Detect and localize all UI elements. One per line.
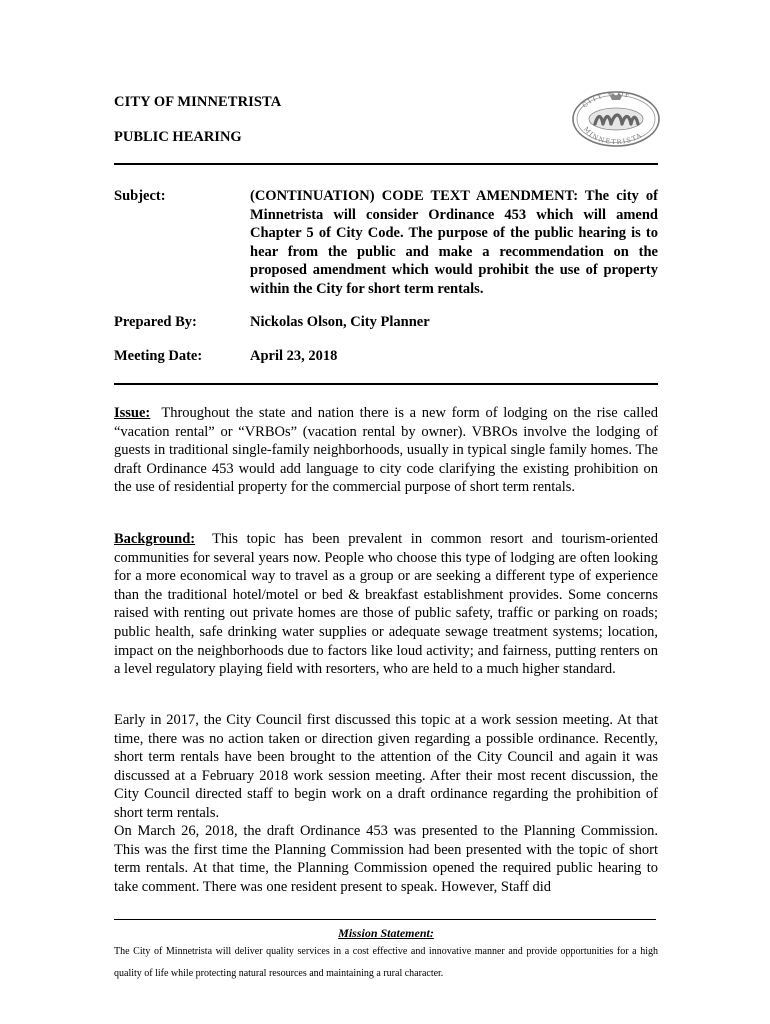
meeting-date-value: April 23, 2018 [250, 348, 338, 364]
early-2017-paragraph: Early in 2017, the City Council first discussed this topic at a work session meeting. At that time, there was no action taken or direction given regarding a possible ordinance. Recently, short term rentals have been brought to the attention of the City Council and again it was discussed at a February 2018 work session meeting. After their most recent discussion, the City Council directed staff to begin work on a draft ordinance regarding the prohibition of short term rentals. [114, 712, 658, 821]
issue-paragraph [114, 404, 658, 497]
document-page [114, 0, 658, 1024]
city-seal-logo [570, 88, 662, 148]
subject-label: Subject: [114, 188, 166, 204]
document-type-heading: PUBLIC HEARING [114, 129, 242, 145]
mission-statement-title: Mission Statement: [338, 926, 434, 940]
background-heading: Background: [114, 531, 196, 547]
issue-text: Throughout the state and nation there is a new form of lodging on the rise called “vacation rental” or “VRBOs” (vacation rental by owner). VBROs involve the lodging of guests in traditional single-family neighborhoods, usually in typical single family homes. The draft Ordinance 453 would add language to city code clarifying the existing prohibition on the use of residential property for the commercial purpose of short term rentals. [114, 405, 658, 496]
svg-text:MINNETRISTA: MINNETRISTA [581, 125, 644, 147]
prepared-by-value: Nickolas Olson, City Planner [250, 314, 430, 330]
svg-text:CITY ⚜ OF: CITY ⚜ OF [580, 89, 632, 110]
background-text: This topic has been prevalent in common resort and tourism-oriented communities for several years now. People who choose this type of lodging are often looking for a more economical way to travel as a group or are seeking a different type of experience than the traditional hotel/motel or bed & breakfast establishment provides. Some concerns raised with renting out private homes are those of public safety, traffic or parking on roads; public health, safe drinking water supplies or adequate sewage treatment systems; location, impact on the neighborhoods due to factors like loud activity; and fairness, putting renters on a level regulatory playing field with resorters, who are held to a much higher standard. [114, 531, 658, 678]
meeting-date-label: Meeting Date: [114, 348, 203, 364]
header-divider [114, 163, 658, 165]
prepared-by-label: Prepared By: [114, 314, 197, 330]
meta-divider [114, 383, 658, 385]
issue-heading: Issue: [114, 405, 151, 421]
city-name-heading: CITY OF MINNETRISTA [114, 94, 282, 110]
march-2018-paragraph: On March 26, 2018, the draft Ordinance 453 was presented to the Planning Commission. This was the first time the Planning Commission had been presented with the topic of short term rentals. At that time, the Planning Commission opened the required public hearing to take comment. There was one resident present to speak. However, Staff did [114, 823, 658, 895]
mission-statement-text: The City of Minnetrista will deliver quality services in a cost effective and innovative manner and provide opportunities for a high quality of life while protecting natural resources and maintaining a rural character. [114, 946, 658, 979]
background-paragraph [114, 530, 658, 679]
footer-divider [114, 919, 656, 920]
subject-value: (CONTINUATION) CODE TEXT AMENDMENT: The city of Minnetrista will consider Ordinance 453 which will amend Chapter 5 of City Code. The purpose of the public hearing is to hear from the public and make a recommendation on the proposed amendment which would prohibit the use of property within the City for short term rentals. [250, 188, 658, 297]
